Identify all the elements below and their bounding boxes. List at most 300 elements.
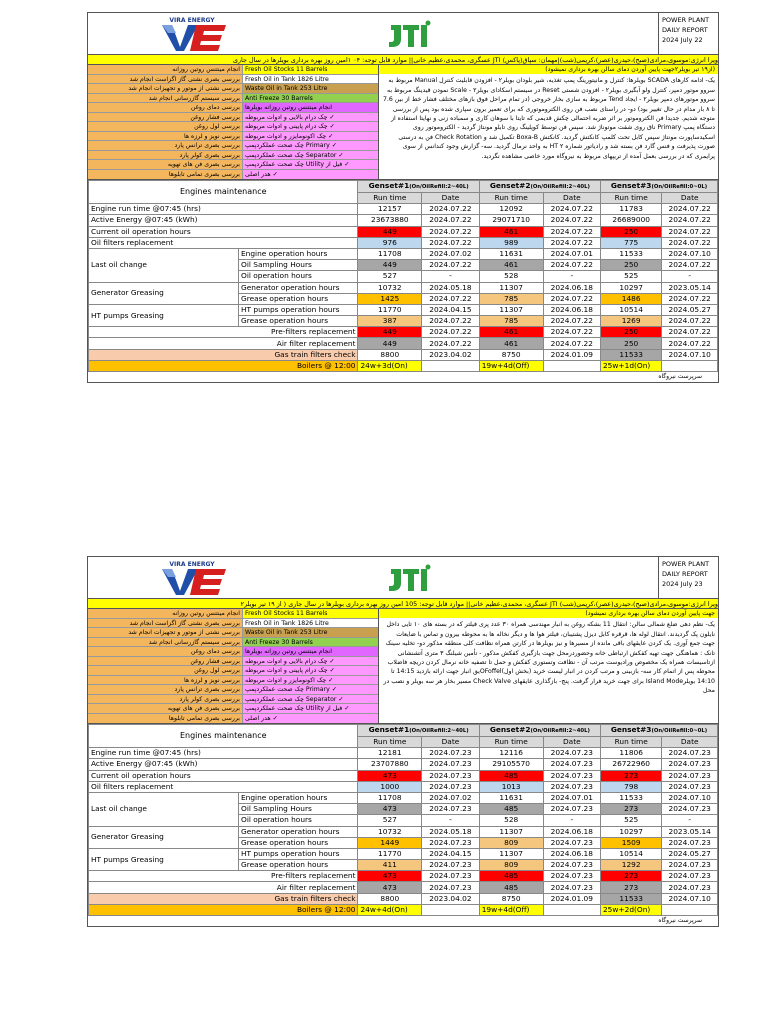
cell: 29071710 — [479, 215, 543, 226]
jti-logo — [383, 19, 433, 49]
checklist-row — [88, 65, 378, 75]
group-label: Generator Greasing — [89, 826, 239, 848]
table-header-row — [89, 725, 718, 737]
row-label: Grease operation hours — [239, 316, 358, 327]
cell: 2024.06.18 — [543, 848, 600, 859]
stock-or-boiler-item: چک اکونومایزر و ادوات مربوطه ✓ — [243, 676, 378, 685]
engine-check-item: انجام مینتنس روتین روزانه — [88, 65, 243, 74]
checklist — [88, 65, 378, 179]
engines-maintenance-table — [88, 180, 718, 372]
cell: - — [422, 815, 480, 826]
row-airfilt — [89, 882, 718, 893]
row-eng_op — [89, 792, 718, 803]
col-date: Date — [543, 737, 600, 748]
col-run-time: Run time — [358, 737, 422, 748]
cell: 2024.07.22 — [422, 338, 480, 349]
cell — [543, 904, 600, 915]
daily-checks-section — [88, 65, 718, 180]
cell: 11770 — [358, 848, 422, 859]
stock-or-boiler-item: Fresh Oil in Tank 1826 Litre — [245, 619, 329, 627]
row-gen_op — [89, 826, 718, 837]
row-label: Boilers @ 12:00 — [89, 360, 358, 371]
row-label: Current oil operation hours — [89, 226, 358, 237]
checklist-row — [88, 657, 378, 667]
row-label: Engine operation hours — [239, 792, 358, 803]
cell: 2024.07.22 — [662, 226, 718, 237]
cell: 273 — [600, 871, 661, 882]
engine-check-item: بررسی نویز و لرزه ها — [88, 676, 243, 685]
cell: 12181 — [358, 748, 422, 759]
cell: 2024.07.22 — [662, 327, 718, 338]
engine-check-item: بررسی بصری کولر پارد — [88, 695, 243, 704]
cell: 273 — [600, 770, 661, 781]
row-label: Engine run time @07:45 (hrs) — [89, 748, 358, 759]
row-label: Grease operation hours — [239, 293, 358, 304]
cell: 1509 — [600, 837, 661, 848]
cell: 2024.07.23 — [543, 770, 600, 781]
cell: 2024.07.22 — [662, 316, 718, 327]
cell: 8800 — [358, 349, 422, 360]
stock-or-boiler-item: چک صحت عملکردپمپ Utility فیل از ✓ — [243, 704, 378, 713]
notes-text: یک- نظم دهی ضلع شمالی سالن: انتقال 11 بشکه روغن به انبار مهندسی همراه ۳۰ عدد پری فیلتر که در بسته های ۱۰ تایی داخل نایلون پک گردیدند. انتقال لوله ها، قرقره کابل دیزل پشتیبان، فیلتر هوا ها و دیگر نخاله ها به محوطه بیرون و تماس با ضایعات جهت جمع آوری. یک کردن عایقهای باقی مانده از مسیرها و نیز بویلرها در کارتن همراه نظافت کلی منطقه مذکور دو- تخلیه سینک تانک : هماهنگی جهت تهیه کفکش ارتباطی خانه وحضوردرمحل جهت بازگیری کفکش مذکور - تأمین شیلنگ ۳ متری آتشنشانی ازتاسیسات همراه یک مخصوص ورادیوست مرتب آن - نظافت وتستوری کفکش و حمل تا تصفیه خانه نرمال کردن دریچه فاضلاب محوطه پس از اتمام کار سه- بازبینی و مرتب کردن در انبار لیست خرید (بخش اول)OFoffelیق انبار جهت ارائه بازدید 14:15 تا 14:10 بویلرIsland Mode برای جهت خرید فرار گرفت. پنج- بازگذاری عایقهای Check Valve مسیر بخار هر سه بویلر و نصب در محل — [383, 621, 715, 695]
checklist-row — [88, 628, 378, 638]
row-label: Generator operation hours — [239, 826, 358, 837]
row-label: Generator operation hours — [239, 282, 358, 293]
table-title: Engines maintenance — [89, 725, 358, 748]
stock-or-boiler-item: چک صحت عملکردپمپ Primary ✓ — [243, 141, 378, 150]
cell: - — [662, 271, 718, 282]
cell: 2024.05.27 — [662, 304, 718, 315]
cell: 1292 — [600, 860, 661, 871]
cell: 11307 — [479, 282, 543, 293]
cell: 2024.07.22 — [543, 215, 600, 226]
row-active — [89, 215, 718, 226]
cell: 2024.07.22 — [543, 237, 600, 248]
cell: 8800 — [358, 893, 422, 904]
cell: 2024.07.23 — [662, 759, 718, 770]
checklist-row — [88, 75, 378, 85]
engine-check-item: بررسی فشار روغن — [88, 657, 243, 666]
cell: 2024.07.23 — [543, 748, 600, 759]
row-oil_filt — [89, 781, 718, 792]
engine-check-item: بررسی فشار روغن — [88, 113, 243, 122]
col-run-time: Run time — [600, 193, 661, 204]
notes-panel — [378, 65, 718, 179]
checklist-row — [88, 695, 378, 705]
report-header — [88, 557, 718, 599]
row-label: Current oil operation hours — [89, 770, 358, 781]
cell: 2024.07.23 — [543, 837, 600, 848]
genset-header: Genset#2(On/OilRefill:2~40L) — [479, 725, 600, 737]
report-header — [88, 13, 718, 55]
cell: 11708 — [358, 792, 422, 803]
cell: 29105570 — [479, 759, 543, 770]
row-label: Oil filters replacement — [89, 237, 358, 248]
group-label: Last oil change — [89, 792, 239, 826]
cell: 2024.07.10 — [662, 349, 718, 360]
cell: 23673880 — [358, 215, 422, 226]
vira-energy-logo — [148, 559, 236, 597]
row-label: Gas train filters check — [89, 349, 358, 360]
cell: 11631 — [479, 248, 543, 259]
cell: 2024.07.23 — [422, 871, 480, 882]
col-date: Date — [543, 193, 600, 204]
cell: 2024.01.09 — [543, 349, 600, 360]
row-label: Active Energy @07:45 (kWh) — [89, 759, 358, 770]
cell: 10297 — [600, 826, 661, 837]
cell: 525 — [600, 271, 661, 282]
cell: 12116 — [479, 748, 543, 759]
cell: 250 — [600, 338, 661, 349]
cell: 2024.07.23 — [422, 860, 480, 871]
staff-line: ویرا انرژی:موسوی،مرادی(صبح)،حیدری(عصر)،کریمی(شب) JTI عسگری، محمدی،عظیم خانی|| موارد قابل توجه: 105 امین روز بهره برداری بویلرها در سال جاری ( از ۱۹ تیر بویلر۲ — [88, 599, 718, 609]
group-label: Last oil change — [89, 248, 239, 282]
cell: 809 — [479, 860, 543, 871]
row-cur_oil — [89, 770, 718, 781]
engine-check-item: انجام مینتنس روتین روزانه — [88, 609, 243, 618]
cell: 798 — [600, 781, 661, 792]
vira-energy-logo — [148, 15, 236, 53]
cell: 461 — [479, 327, 543, 338]
col-date: Date — [662, 737, 718, 748]
cell: 528 — [479, 815, 543, 826]
cell: 11783 — [600, 204, 661, 215]
cell: 10514 — [600, 848, 661, 859]
cell: 11307 — [479, 826, 543, 837]
cell: 775 — [600, 237, 661, 248]
row-gasfilt — [89, 893, 718, 904]
engine-check-item: بررسی سیستم گازرسانی انجام شد — [88, 638, 243, 647]
report-title: POWER PLANT DAILY REPORT 2024 July 22 — [658, 13, 718, 55]
engine-check-item: بررسی بصری کولر پارد — [88, 151, 243, 160]
checklist-row — [88, 609, 378, 619]
cell: 273 — [600, 882, 661, 893]
notes-text: یک- ادامه کارهای SCADA بویلرها: کنترل و مانیتورینگ پمپ تغذیه، شیر بلودان بویلر۲ - افزودن قابلیت کنترل Manual مربوط به سروو موتور دمپر، کنترل ولو آبگیری بویلر۲ - افزودن شستی Reset در سیستم اسکادای بویلر۲ - Scale نمودن قیدینگ مربوط به سروو موتورهای دمپر بویلر۲ - ایجاد Tend مربوط به سازی بخار خروجی (در تمام مراحل فوق بازهای مختلف فشار خط از بین 7.6 تا ۸ بار مدام در حال تغییر بود) دو- در راستای نصب فن روی الکتروموتوری که برای تعمیر برون سپاری شده بود پس از بررسی متوجه شدیم. جدیدا فن الکتروموتور بر اثر ضربه احتمالی چکش قدیمی که تایتا با سوهان کاری و سمباده زنی و نهایتا استفاده از دستگاه پمپ Primary ناق روی شفت موتوناژ شد. سپس فن توسط کوپلینگ روی تابلو مونتاژ گردید - الکتروموتور روی اسکیدساپورت مونتاژ سپس کابل تحت کلمپ کانکتش گردید. کانکتش Boxa-B تکمیل شد و Check Rotation فن به درستی صورت پذیرفت و فنس گارد فن بسته شد و رادیاتور شماره ۲ HT به واحد نرمال گردید. سه- گزارش وجود کندانس از سوی پرایمری که در بررسی بعمل آمده از تریپهای مربوط به نیروگاه مورد خاصی مشاهده نگردید. — [382, 77, 715, 160]
cell: 2024.05.27 — [662, 848, 718, 859]
cell: 11631 — [479, 792, 543, 803]
cell: 2024.07.23 — [422, 770, 480, 781]
cell: 461 — [479, 226, 543, 237]
cell: 2024.07.22 — [543, 293, 600, 304]
engine-check-item: بررسی لول روغن — [88, 122, 243, 131]
row-oil_filt — [89, 237, 718, 248]
cell: 11533 — [600, 248, 661, 259]
cell: 2024.07.23 — [543, 759, 600, 770]
genset-header: Genset#3(On/OilRefill:0~0L) — [600, 181, 717, 193]
cell: 473 — [358, 871, 422, 882]
engine-check-item: بررسی بصری تمامی تابلوها — [88, 170, 243, 180]
row-label: Oil Sampling Hours — [239, 804, 358, 815]
cell: 2024.07.22 — [543, 260, 600, 271]
cell: 19w+4d(Off) — [479, 360, 543, 371]
row-engine_run — [89, 204, 718, 215]
row-label: Air filter replacement — [89, 338, 358, 349]
cell: 2024.01.09 — [543, 893, 600, 904]
notes-title: (از۱۹ تیر بویلر۲جهت پایین آوردن دمای سالن بهره برداری نمیشود) — [379, 65, 718, 74]
cell: 2024.07.10 — [662, 248, 718, 259]
row-label: Oil operation hours — [239, 815, 358, 826]
cell: 785 — [479, 293, 543, 304]
cell: 10732 — [358, 826, 422, 837]
cell: 2024.07.22 — [422, 316, 480, 327]
engine-check-item: بررسی بصری نشتی گاز اگزاست انجام شد — [88, 75, 243, 84]
stock-or-boiler-item: هدر اصلی ✓ — [243, 714, 378, 724]
cell: 785 — [479, 316, 543, 327]
col-run-time: Run time — [358, 193, 422, 204]
daily-report-july-22 — [87, 12, 719, 383]
report-title: POWER PLANT DAILY REPORT 2024 July 23 — [658, 557, 718, 599]
genset-header: Genset#1(On/OilRefill:2~40L) — [358, 181, 479, 193]
cell: 8750 — [479, 893, 543, 904]
cell: 2024.07.23 — [422, 837, 480, 848]
cell: 2024.07.01 — [543, 248, 600, 259]
stock-or-boiler-item: Waste Oil in Tank 253 Litre — [243, 84, 378, 93]
cell: 485 — [479, 882, 543, 893]
engine-check-item: بررسی بصری فن های تهویه — [88, 160, 243, 169]
stock-or-boiler-item: چک صحت عملکردپمپ Separator ✓ — [243, 151, 378, 160]
engines-maintenance-table — [88, 724, 718, 916]
cell: 976 — [358, 237, 422, 248]
checklist-row — [88, 714, 378, 724]
cell: 2024.07.22 — [662, 237, 718, 248]
row-gasfilt — [89, 349, 718, 360]
stock-or-boiler-item: Waste Oil in Tank 253 Litre — [243, 628, 378, 637]
cell: 2024.06.18 — [543, 304, 600, 315]
cell: 2024.07.23 — [422, 781, 480, 792]
row-prefilt — [89, 327, 718, 338]
cell: 2024.07.22 — [543, 327, 600, 338]
row-engine_run — [89, 748, 718, 759]
cell: 26722960 — [600, 759, 661, 770]
checklist-row — [88, 132, 378, 142]
cell: 24w+4d(On) — [358, 904, 422, 915]
cell: 485 — [479, 871, 543, 882]
cell: 2024.07.22 — [422, 327, 480, 338]
stock-or-boiler-item: Anti Freeze 30 Barrels — [243, 94, 378, 103]
cell: 2024.07.10 — [662, 893, 718, 904]
checklist-row — [88, 151, 378, 161]
row-eng_op — [89, 248, 718, 259]
cell: - — [422, 271, 480, 282]
cell: 2024.07.01 — [543, 792, 600, 803]
col-date: Date — [422, 193, 480, 204]
cell: 473 — [358, 882, 422, 893]
cell: 2023.04.02 — [422, 893, 480, 904]
col-run-time: Run time — [479, 737, 543, 748]
cell: 1486 — [600, 293, 661, 304]
cell: 2024.07.23 — [543, 871, 600, 882]
cell: 2023.04.02 — [422, 349, 480, 360]
stock-or-boiler-item: چک صحت عملکردپمپ Primary ✓ — [243, 685, 378, 694]
stock-or-boiler-item: هدر اصلی ✓ — [243, 170, 378, 180]
checklist — [88, 609, 378, 723]
cell: 2024.07.02 — [422, 248, 480, 259]
cell: 2024.07.22 — [662, 293, 718, 304]
table-header-row — [89, 181, 718, 193]
engine-check-item: بررسی دمای روغن — [88, 647, 243, 656]
row-label: Pre-filters replacement — [89, 871, 358, 882]
report-date: 2024 July 23 — [662, 580, 703, 588]
cell: - — [662, 815, 718, 826]
row-label: Oil filters replacement — [89, 781, 358, 792]
notes-panel — [378, 609, 718, 723]
cell: 12092 — [479, 204, 543, 215]
genset-header: Genset#2(On/OilRefill:2~40L) — [479, 181, 600, 193]
checklist-row — [88, 704, 378, 714]
col-run-time: Run time — [600, 737, 661, 748]
row-label: Boilers @ 12:00 — [89, 904, 358, 915]
cell: 2024.07.23 — [662, 748, 718, 759]
cell: 2024.07.23 — [422, 882, 480, 893]
row-label: Oil operation hours — [239, 271, 358, 282]
cell: 12157 — [358, 204, 422, 215]
engine-check-item: بررسی بصری نشتی گاز اگزاست انجام شد — [88, 619, 243, 628]
daily-report-july-23 — [87, 556, 719, 927]
cell: 2024.07.22 — [662, 204, 718, 215]
engine-check-item: بررسی نشتی از موتور و تجهیزات انجام شد — [88, 84, 243, 93]
row-prefilt — [89, 871, 718, 882]
row-boilers — [89, 904, 718, 915]
cell: 2024.07.23 — [543, 882, 600, 893]
cell: 525 — [600, 815, 661, 826]
row-label: Air filter replacement — [89, 882, 358, 893]
cell: 2024.05.18 — [422, 826, 480, 837]
cell: 2023.05.14 — [662, 826, 718, 837]
staff-line: ویرا انرژی:موسوی،مرادی(صبح)،حیدری(عصر)،کریمی(شب)|مهمان: سپاق(پاکس) JTI عسگری، محمدی،عظیم خانی|| موارد قابل توجه: ۰۴ ۱امین روز بهره برداری بویلرها در سال جاری — [88, 55, 718, 65]
row-cur_oil — [89, 226, 718, 237]
cell: 387 — [358, 316, 422, 327]
cell: 11307 — [479, 848, 543, 859]
checklist-row — [88, 94, 378, 104]
cell: 473 — [358, 804, 422, 815]
cell: 11307 — [479, 304, 543, 315]
cell: 1449 — [358, 837, 422, 848]
cell: 2024.07.22 — [662, 338, 718, 349]
genset-header: Genset#1(On/OilRefill:2~40L) — [358, 725, 479, 737]
cell: 26689000 — [600, 215, 661, 226]
col-date: Date — [422, 737, 480, 748]
cell: 449 — [358, 260, 422, 271]
row-label: Pre-filters replacement — [89, 327, 358, 338]
engine-check-item: بررسی لول روغن — [88, 666, 243, 675]
cell: 24w+3d(On) — [358, 360, 422, 371]
cell: 11806 — [600, 748, 661, 759]
engine-check-item: بررسی نویز و لرزه ها — [88, 132, 243, 141]
cell: 461 — [479, 338, 543, 349]
cell — [543, 360, 600, 371]
stock-or-boiler-item: چک درام بالایی و ادوات مربوطه ✓ — [243, 657, 378, 666]
cell: 2024.07.22 — [543, 204, 600, 215]
cell — [422, 360, 480, 371]
row-label: Oil Sampling Hours — [239, 260, 358, 271]
cell: 2024.07.23 — [422, 804, 480, 815]
checklist-row — [88, 170, 378, 180]
cell: 809 — [479, 837, 543, 848]
cell: 2024.07.22 — [422, 293, 480, 304]
cell: 2024.07.23 — [543, 804, 600, 815]
checklist-row — [88, 647, 378, 657]
svg-text:VIRA ENERGY: VIRA ENERGY — [169, 17, 215, 24]
stock-or-boiler-item: چک اکونومایزر و ادوات مربوطه ✓ — [243, 132, 378, 141]
cell: 2024.07.10 — [662, 792, 718, 803]
cell: 1425 — [358, 293, 422, 304]
cell: 2024.07.23 — [543, 860, 600, 871]
cell — [662, 360, 718, 371]
cell: - — [543, 271, 600, 282]
checklist-row — [88, 103, 378, 113]
daily-checks-section — [88, 609, 718, 724]
cell: 2024.07.23 — [662, 860, 718, 871]
checklist-row — [88, 676, 378, 686]
cell: 2024.07.23 — [422, 748, 480, 759]
cell: 2024.07.22 — [422, 226, 480, 237]
checklist-row — [88, 666, 378, 676]
checklist-row — [88, 160, 378, 170]
cell: 989 — [479, 237, 543, 248]
checklist-row — [88, 122, 378, 132]
row-airfilt — [89, 338, 718, 349]
engine-check-item: بررسی دمای روغن — [88, 103, 243, 112]
row-active — [89, 759, 718, 770]
row-label: Active Energy @07:45 (kWh) — [89, 215, 358, 226]
group-label: HT pumps Greasing — [89, 304, 239, 326]
svg-text:VIRA ENERGY: VIRA ENERGY — [169, 561, 215, 568]
stock-or-boiler-item: چک درام پایینی و ادوات مربوطه ✓ — [243, 666, 378, 675]
stock-or-boiler-item: چک درام پایینی و ادوات مربوطه ✓ — [243, 122, 378, 131]
cell: 11533 — [600, 349, 661, 360]
cell: 250 — [600, 260, 661, 271]
cell: 2024.07.23 — [662, 871, 718, 882]
stock-or-boiler-item: انجام مینتنس روتین روزانه بویلرها — [243, 103, 378, 112]
row-label: HT pumps operation hours — [239, 848, 358, 859]
cell: 2024.05.18 — [422, 282, 480, 293]
engine-check-item: بررسی نشتی از موتور و تجهیزات انجام شد — [88, 628, 243, 637]
col-run-time: Run time — [479, 193, 543, 204]
stock-or-boiler-item: Anti Freeze 30 Barrels — [243, 638, 378, 647]
cell: 2024.07.23 — [662, 804, 718, 815]
cell: 2024.07.22 — [422, 215, 480, 226]
row-label: HT pumps operation hours — [239, 304, 358, 315]
stock-or-boiler-item: Fresh Oil in Tank 1826 Litre — [245, 75, 329, 83]
checklist-row — [88, 685, 378, 695]
cell: 10514 — [600, 304, 661, 315]
cell: 2024.07.22 — [422, 237, 480, 248]
row-boilers — [89, 360, 718, 371]
cell: 2024.07.22 — [543, 338, 600, 349]
cell: 2024.04.15 — [422, 848, 480, 859]
cell: 25w+2d(On) — [600, 904, 661, 915]
cell: 485 — [479, 804, 543, 815]
cell: 10732 — [358, 282, 422, 293]
jti-logo — [383, 563, 433, 593]
cell: 473 — [358, 770, 422, 781]
group-label: Generator Greasing — [89, 282, 239, 304]
cell: 23707880 — [358, 759, 422, 770]
col-date: Date — [662, 193, 718, 204]
row-label: Grease operation hours — [239, 860, 358, 871]
engine-check-item: بررسی بصری ترانس پارد — [88, 685, 243, 694]
checklist-row — [88, 619, 378, 629]
engine-check-item: بررسی بصری فن های تهویه — [88, 704, 243, 713]
cell: 461 — [479, 260, 543, 271]
engine-check-item: بررسی سیستم گازرسانی انجام شد — [88, 94, 243, 103]
cell: 25w+1d(On) — [600, 360, 661, 371]
notes-title: جهت پایین آوردن دمای سالن بهره برداری نمیشود) — [379, 609, 718, 618]
row-gen_op — [89, 282, 718, 293]
cell: 527 — [358, 815, 422, 826]
stock-or-boiler-item: چک صحت عملکردپمپ Separator ✓ — [243, 695, 378, 704]
cell: 449 — [358, 327, 422, 338]
